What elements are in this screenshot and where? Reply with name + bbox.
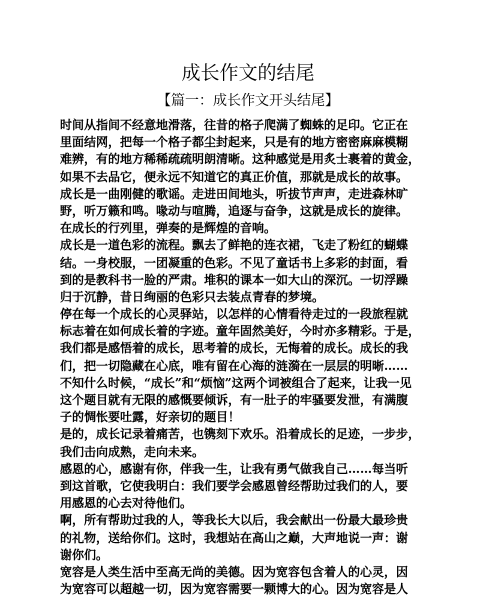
section-heading: 【篇一：成长作文开头结尾】 xyxy=(157,93,339,109)
text-line: 用感恩的心去对待他们。 xyxy=(60,496,193,511)
text-line: 这个题目就有无限的感慨要倾诉，有一肚子的牢骚要发泄，有满腹 xyxy=(60,393,409,407)
text-line: 我们击向成熟，走向未来。 xyxy=(60,444,205,459)
text-line: 成长是一曲刚健的歌谣。走进田间地头，听拔节声声，走进森林旷 xyxy=(60,186,409,201)
text-line: 我们都是感悟着的成长，思考着的成长，无悔着的成长。成长的我 xyxy=(60,341,409,356)
text-line: 子的惆怅要吐露，好亲切的题目！ xyxy=(60,410,241,425)
text-line: 们，把一切隐藏在心底，唯有留在心海的涟漪在一层层的明晰…… xyxy=(60,358,409,373)
text-line: 里面结网，把每一个格子都尘封起来，只是有的地方密密麻麻模糊 xyxy=(60,135,409,150)
text-line: 结。一身校服，一团凝重的色彩。不见了童话书上多彩的封面，看 xyxy=(60,255,409,270)
text-line: 停在每一个成长的心灵驿站，以怎样的心情看待走过的一段旅程就 xyxy=(60,307,409,322)
text-line: 是的，成长记录着痛苦，也镌刻下欢乐。沿着成长的足迹，一步步， xyxy=(60,427,421,442)
text-line: 到这首歌，它使我明白：我们要学会感恩曾经帮助过我们的人，要 xyxy=(60,478,409,493)
text-line: 宽容是人类生活中至高无尚的美德。因为宽容包含着人的心灵，因 xyxy=(60,564,409,579)
text-line: 啊，所有帮助过我的人，等我长大以后，我会献出一份最大最珍贵 xyxy=(60,513,409,528)
text-line: 不知什么时候，“成长”和“烦恼”这两个词被组合了起来，让我一见 xyxy=(60,375,412,390)
text-line: 难辨，有的地方稀稀疏疏明朗清晰。这种感觉是用炙士裹着的黄金， xyxy=(60,152,421,167)
text-line: 归于沉静，昔日绚丽的色彩只去装点青春的梦境。 xyxy=(60,289,325,304)
text-line: 成长是一道色彩的流程。飘去了鲜艳的连衣裙，飞走了粉红的蝴蝶 xyxy=(60,238,409,253)
text-line: 如果不去品它，便永远不知道它的真正价值，那就是成长的故事。 xyxy=(60,169,409,184)
text-line: 的礼物，送给你们。这时，我想站在高山之巅，大声地说一声：谢 xyxy=(60,530,409,545)
document-body xyxy=(60,117,438,598)
text-line: 到的是教科书一脸的严肃。堆积的课本一如大山的深沉。一切浮躁 xyxy=(60,272,409,287)
text-line: 时间从指间不经意地滑落，往昔的格子爬满了蜘蛛的足印。它正在 xyxy=(60,118,409,132)
text-line: 标志着在如何成长着的字迹。童年固然美好，今时亦多精彩。于是， xyxy=(60,324,421,339)
page-title: 成长作文的结尾 xyxy=(181,62,315,84)
text-line: 感恩的心，感谢有你，伴我一生，让我有勇气做我自己……每当听 xyxy=(60,461,409,476)
text-line: 在成长的行列里，弹奏的是辉煌的音响。 xyxy=(60,221,277,236)
text-line: 谢你们。 xyxy=(60,547,109,562)
text-line: 为宽容可以超越一切，因为宽容需要一颗博大的心。因为宽容是人 xyxy=(60,582,409,597)
text-line: 野，听万籁和鸣。喙动与喧腾，追逐与奋争，这就是成长的旋律。 xyxy=(60,203,409,218)
